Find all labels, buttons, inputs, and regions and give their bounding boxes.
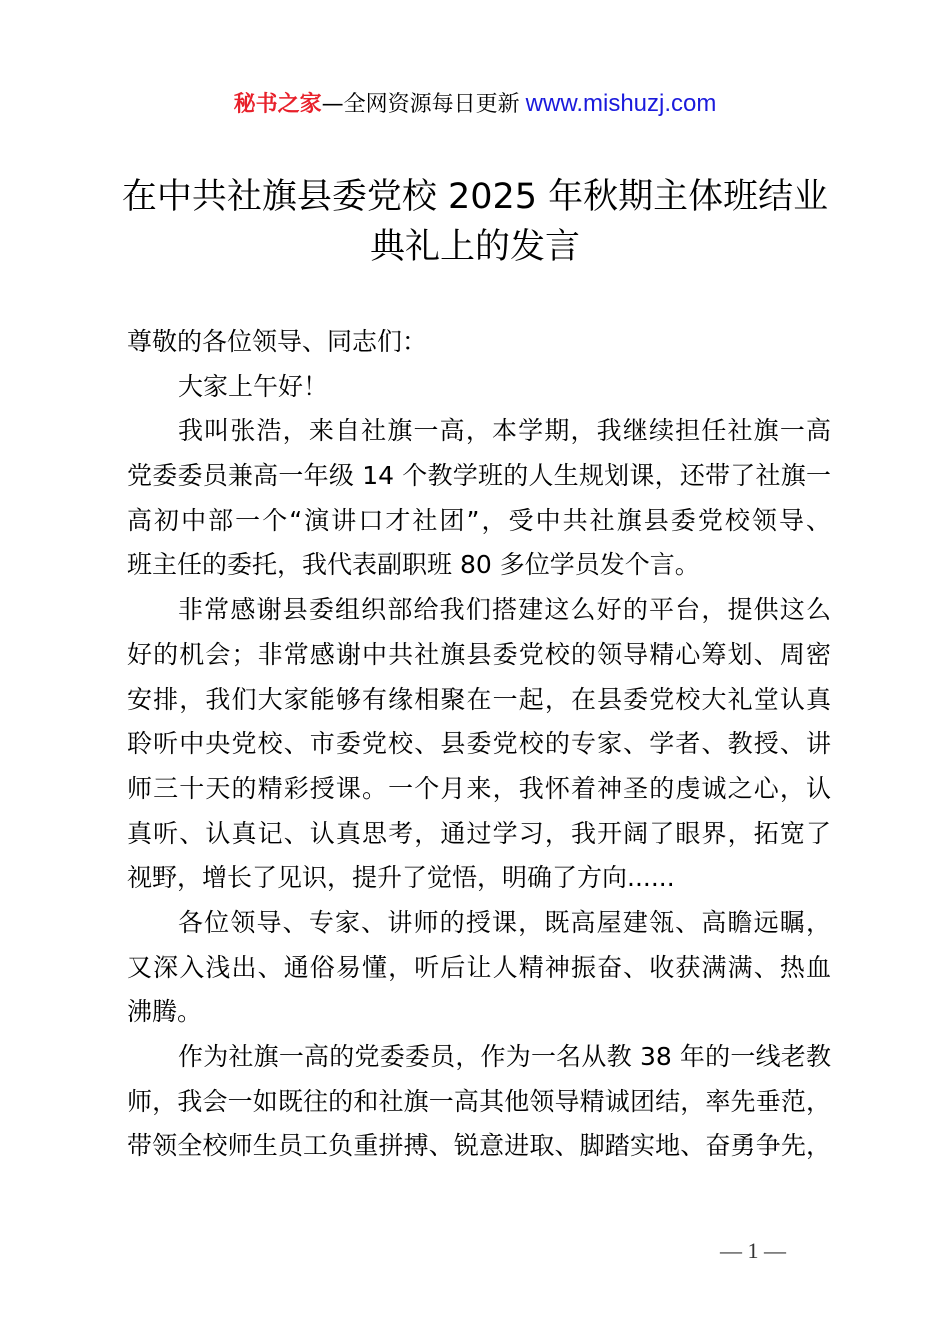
document-title <box>100 172 850 272</box>
paragraph-line: 非常感谢县委组织部给我们搭建这么好的平台，提供这么 <box>178 595 831 625</box>
title-line: 典礼上的发言 <box>369 227 580 267</box>
paragraph-line: 各位领导、专家、讲师的授课，既高屋建瓴、高瞻远瞩， <box>178 907 831 937</box>
document-body <box>127 320 831 1169</box>
paragraph-line: 我叫张浩，来自社旗一高，本学期，我继续担任社旗一高 <box>178 416 831 446</box>
paragraph-line: 党委委员兼高一年级 14 个教学班的人生规划课，还带了社旗一 <box>127 461 831 491</box>
paragraph-line: 师，我会一如既往的和社旗一高其他领导精诚团结，率先垂范， <box>127 1086 831 1116</box>
page-number: — 1 — <box>720 1238 786 1263</box>
paragraph <box>127 409 831 588</box>
site-banner <box>0 88 950 121</box>
paragraph-line: 师三十天的精彩授课。一个月来，我怀着神圣的虔诚之心，认 <box>127 773 831 803</box>
paragraph <box>127 901 831 1035</box>
paragraph <box>127 320 831 365</box>
paragraph-line: 好的机会；非常感谢中共社旗县委党校的领导精心筹划、周密 <box>127 639 831 669</box>
paragraph <box>127 365 831 410</box>
paragraph-line: 尊敬的各位领导、同志们： <box>127 327 428 356</box>
title-line: 在中共社旗县委党校 2025 年秋期主体班结业 <box>121 177 829 217</box>
paragraph-line: 安排，我们大家能够有缘相聚在一起，在县委党校大礼堂认真 <box>127 684 831 714</box>
paragraph-line: 带领全校师生员工负重拼搏、锐意进取、脚踏实地、奋勇争先， <box>127 1131 831 1161</box>
paragraph-line: 沸腾。 <box>127 997 203 1027</box>
paragraph-line: 视野，增长了见识，提升了觉悟，明确了方向...... <box>127 863 675 893</box>
brand-name: 秘书之家 <box>233 92 322 117</box>
paragraph-line: 大家上午好！ <box>178 371 329 401</box>
paragraph-line: 班主任的委托，我代表副职班 80 多位学员发个言。 <box>127 550 700 580</box>
paragraph-line: 高初中部一个“演讲口才社团”，受中共社旗县委党校领导、 <box>127 505 831 535</box>
paragraph-line: 作为社旗一高的党委委员，作为一名从教 38 年的一线老教 <box>178 1042 831 1071</box>
paragraph-line: 聆听中央党校、市委党校、县委党校的专家、学者、教授、讲 <box>127 729 831 759</box>
paragraph <box>127 588 831 901</box>
paragraph-line: 又深入浅出、通俗易懂，听后让人精神振奋、收获满满、热血 <box>127 952 831 982</box>
paragraph-line: 真听、认真记、认真思考，通过学习，我开阔了眼界，拓宽了 <box>127 818 831 848</box>
site-url-link[interactable]: www.mishuzj.com <box>525 90 717 117</box>
paragraph <box>127 1035 831 1169</box>
banner-tagline: —全网资源每日更新 <box>321 92 520 117</box>
